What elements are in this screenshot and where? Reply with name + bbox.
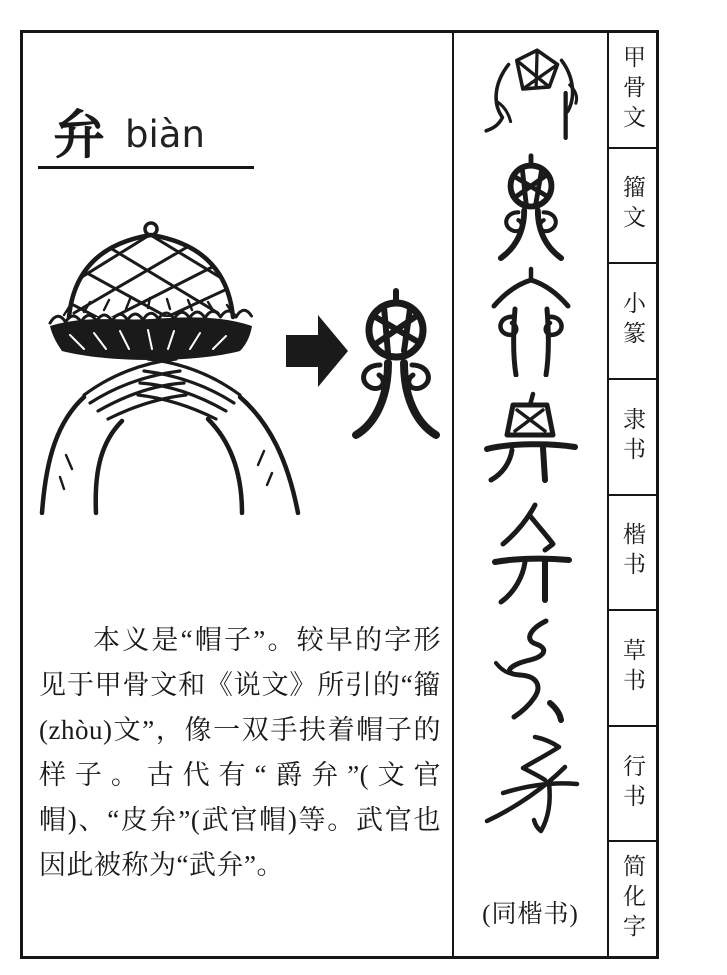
- zhou-script-result-glyph: [356, 291, 436, 435]
- script-labels-column: [607, 33, 656, 956]
- running-script-glyph: [479, 731, 583, 835]
- script-label-simplified: 简化字: [620, 854, 645, 945]
- entry-frame: [20, 30, 659, 959]
- right-hand-shape: [138, 359, 298, 513]
- headword-block: [53, 93, 205, 168]
- small-seal-script-glyph: [486, 265, 576, 377]
- headword-character: 弁: [53, 108, 108, 165]
- script-label-zhou: 籀文: [609, 149, 656, 265]
- script-label-oracle-bone: 甲骨文: [609, 33, 656, 149]
- script-label-regular: 楷书: [609, 496, 656, 612]
- headword-underline: [38, 166, 254, 169]
- cap-hands-illustration: [36, 215, 454, 515]
- script-form-cell: [454, 33, 607, 148]
- entry-main-panel: [23, 33, 454, 956]
- clerical-script-glyph: [481, 389, 581, 485]
- right-block-arrow-icon: [286, 315, 348, 387]
- headword-pinyin: biàn: [125, 113, 205, 156]
- script-form-cell: [454, 841, 607, 956]
- definition-paragraph: 本义是“帽子”。较早的字形见于甲骨文和《说文》所引的“籀(zhòu)文”，像一双手扶着帽子的样子。古代有“爵弁”(文官帽)、“皮弁”(武官帽)等。武官也因此被称为“武弁”。: [39, 625, 441, 880]
- left-hand-shape: [42, 359, 186, 513]
- regular-script-glyph: [487, 498, 575, 606]
- script-label-cursive: 草书: [609, 611, 656, 727]
- script-label-clerical: 隶书: [609, 380, 656, 496]
- cursive-script-glyph: [488, 613, 574, 723]
- oracle-bone-script-glyph: [480, 38, 582, 144]
- script-form-cell: [454, 610, 607, 725]
- script-form-cell: [454, 148, 607, 263]
- script-form-cell: [454, 495, 607, 610]
- script-form-cell: [454, 264, 607, 379]
- script-label-small-seal: 小篆: [609, 264, 656, 380]
- simplified-note: (同楷书): [482, 901, 579, 929]
- script-label-running: 行书: [609, 727, 656, 843]
- script-forms-column: [454, 33, 607, 956]
- script-form-cell: [454, 379, 607, 494]
- zhou-script-glyph: [487, 151, 575, 261]
- script-form-cell: [454, 725, 607, 840]
